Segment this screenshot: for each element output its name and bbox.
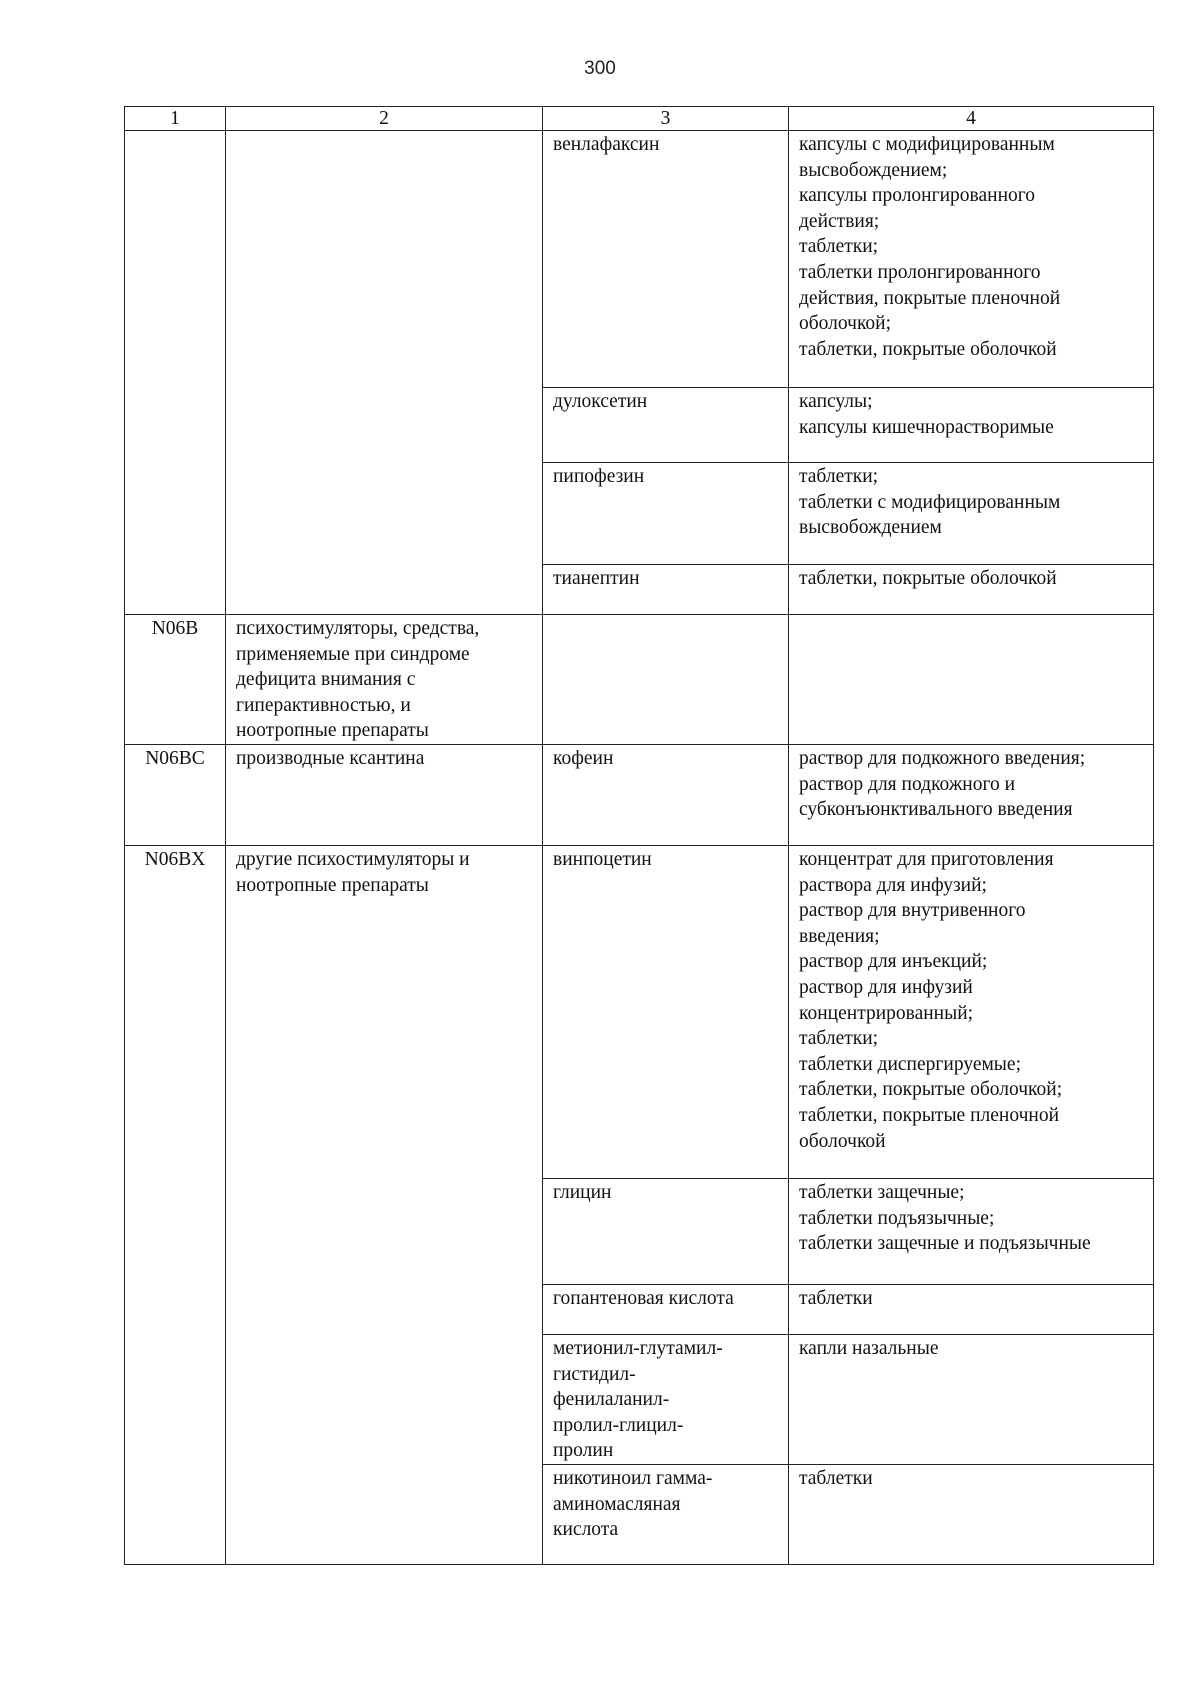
forms-cell: раствор для подкожного введения; раствор для подкожного и субконъюнктивального введения [789,744,1154,845]
forms-cell: капли назальные [789,1334,1154,1464]
drug-cell: гопантеновая кислота [543,1284,789,1334]
forms-cell: капсулы с модифицированным высвобождением; капсулы пролонгированного действия; таблетки; таблетки пролонгированного действия, покрытые пленочной оболочкой; таблетки, покрытые оболочкой [789,131,1154,388]
forms-cell: таблетки защечные; таблетки подъязычные; таблетки защечные и подъязычные [789,1178,1154,1284]
group-cell: психостимуляторы, средства, применяемые при синдроме дефицита внимания с гиперактивностью, и ноотропные препараты [226,615,543,745]
group-cell-empty [226,131,543,615]
drug-cell: пипофезин [543,463,789,565]
code-cell-empty [125,131,226,615]
table-row [125,615,1154,745]
header-col-4: 4 [789,107,1154,131]
forms-cell: таблетки [789,1284,1154,1334]
code-cell: N06BC [125,744,226,845]
group-cell: другие психостимуляторы и ноотропные препараты [226,845,543,1564]
drug-table [124,106,1154,1565]
header-col-2: 2 [226,107,543,131]
table-row [125,744,1154,845]
drug-cell: глицин [543,1178,789,1284]
table-header-row [125,107,1154,131]
table-row [125,845,1154,1178]
forms-cell: таблетки; таблетки с модифицированным высвобождением [789,463,1154,565]
drug-cell: метионил-глутамил- гистидил- фенилаланил- пролил-глицил- пролин [543,1334,789,1464]
table-row [125,131,1154,388]
header-col-1: 1 [125,107,226,131]
forms-cell: концентрат для приготовления раствора для инфузий; раствор для внутривенного введения; раствор для инъекций; раствор для инфузий концентрированный; таблетки; таблетки диспергируемые; таблетки, покрытые оболочкой; таблетки, покрытые пленочной оболочкой [789,845,1154,1178]
drug-cell: кофеин [543,744,789,845]
drug-cell: дулоксетин [543,388,789,463]
forms-cell: таблетки, покрытые оболочкой [789,565,1154,615]
header-col-3: 3 [543,107,789,131]
forms-cell: капсулы; капсулы кишечнорастворимые [789,388,1154,463]
drug-cell: тианептин [543,565,789,615]
forms-cell [789,615,1154,745]
group-cell: производные ксантина [226,744,543,845]
code-cell: N06B [125,615,226,745]
drug-cell: венлафаксин [543,131,789,388]
drug-cell [543,615,789,745]
drug-cell: винпоцетин [543,845,789,1178]
drug-cell: никотиноил гамма- аминомасляная кислота [543,1464,789,1564]
page-number: 300 [584,58,616,79]
code-cell: N06BX [125,845,226,1564]
forms-cell: таблетки [789,1464,1154,1564]
